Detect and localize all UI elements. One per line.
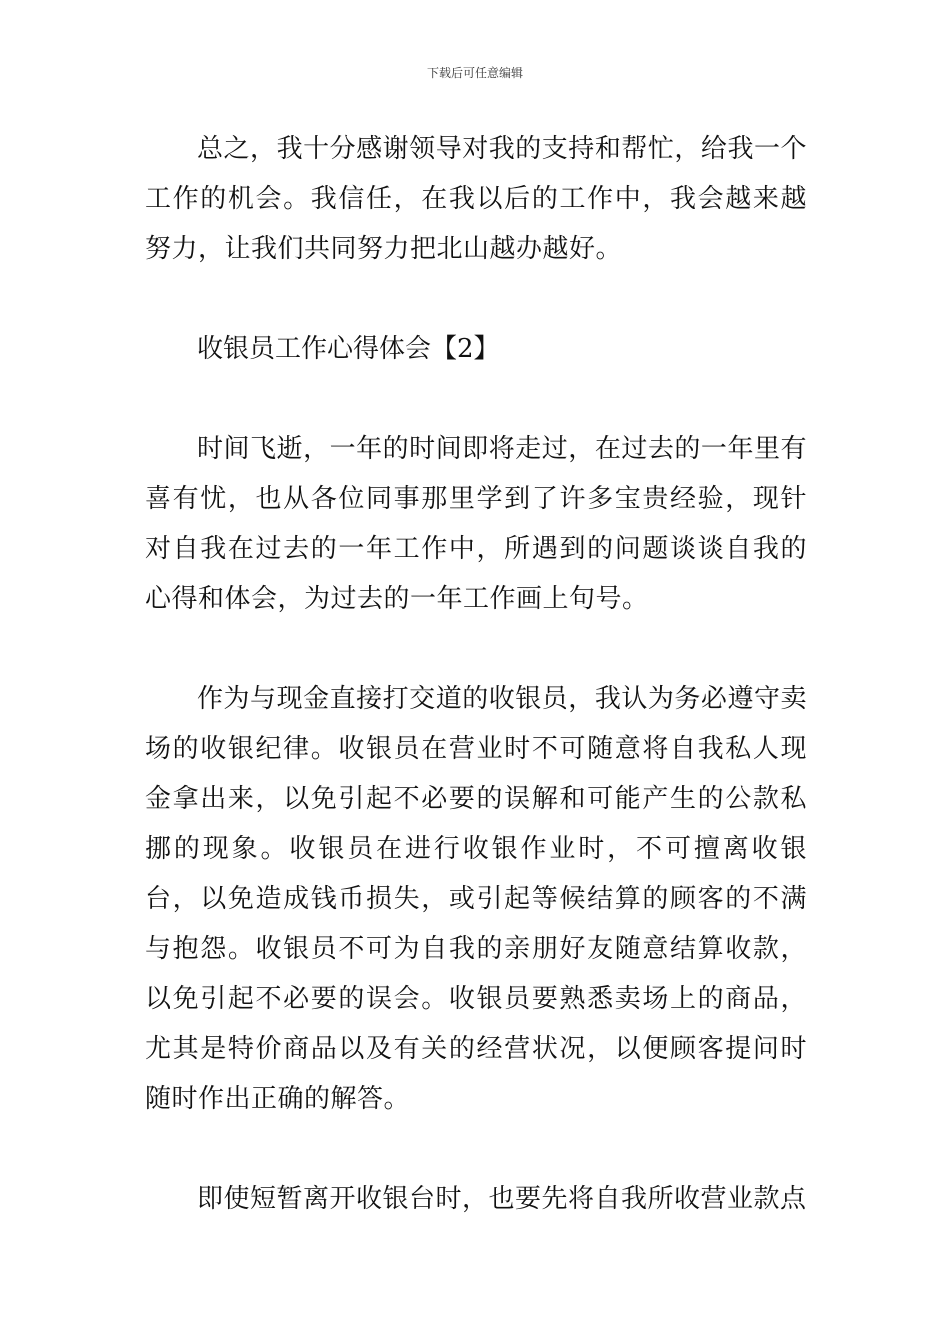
paragraph-leaving-register: 即使短暂离开收银台时，也要先将自我所收营业款点 [197, 1184, 807, 1214]
paragraph-spacer [145, 1124, 807, 1174]
paragraph-spacer [145, 374, 807, 424]
paragraph-spacer [145, 624, 807, 674]
paragraph-intro: 时间飞逝，一年的时间即将走过，在过去的一年里有喜有忧，也从各位同事那里学到了许多宝贵经验，现针对自我在过去的一年工作中，所遇到的问题谈谈自我的心得和体会，为过去的一年工作画上句号。 [145, 434, 807, 614]
document-body [145, 124, 807, 1224]
paragraph-discipline: 作为与现金直接打交道的收银员，我认为务必遵守卖场的收银纪律。收银员在营业时不可随意将自我私人现金拿出来，以免引起不必要的误解和可能产生的公款私挪的现象。收银员在进行收银作业时，不可擅离收银台，以免造成钱币损失，或引起等候结算的顾客的不满与抱怨。收银员不可为自我的亲朋好友随意结算收款，以免引起不必要的误会。收银员要熟悉卖场上的商品，尤其是特价商品以及有关的经营状况，以便顾客提问时随时作出正确的解答。 [145, 684, 807, 1114]
paragraph-spacer [145, 274, 807, 324]
page-header-note: 下载后可任意编辑 [426, 66, 523, 80]
section-heading: 收银员工作心得体会【2】 [197, 334, 500, 364]
paragraph-conclusion: 总之，我十分感谢领导对我的支持和帮忙，给我一个工作的机会。我信任，在我以后的工作中，我会越来越努力，让我们共同努力把北山越办越好。 [145, 134, 807, 264]
